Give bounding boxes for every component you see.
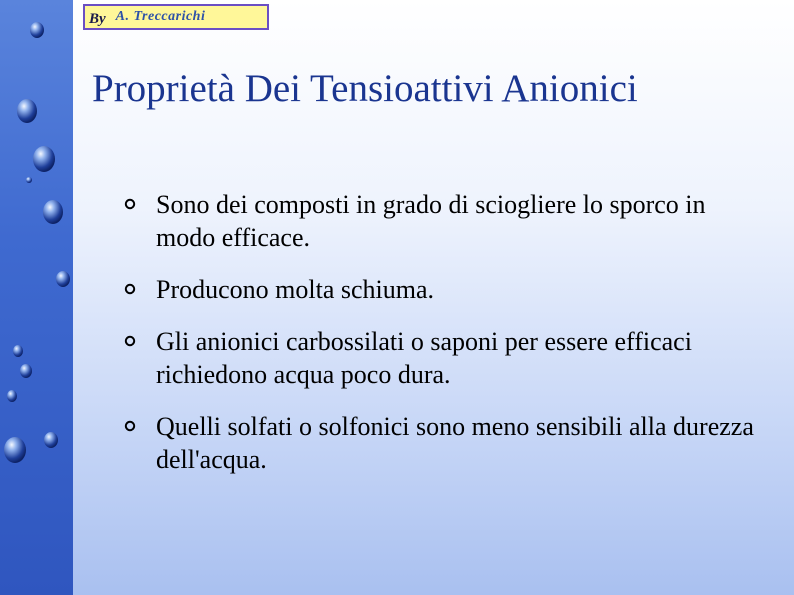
circle-bullet-icon bbox=[124, 335, 136, 347]
bullet-list bbox=[124, 188, 764, 495]
circle-bullet-icon bbox=[124, 420, 136, 432]
bullet-item bbox=[124, 188, 764, 254]
author-box bbox=[83, 4, 269, 30]
bubble bbox=[56, 271, 70, 287]
bullet-text: Gli anionici carbossilati o saponi per essere efficaci richiedono acqua poco dura. bbox=[156, 327, 692, 389]
bullet-item bbox=[124, 325, 764, 391]
author-by-label: By bbox=[89, 10, 106, 27]
bubble bbox=[17, 99, 37, 123]
bullet-text: Sono dei composti in grado di sciogliere lo sporco in modo efficace. bbox=[156, 190, 706, 252]
author-name: A. Treccarichi bbox=[115, 9, 206, 24]
bullet-item bbox=[124, 410, 764, 476]
bubble bbox=[30, 22, 44, 38]
bubble bbox=[33, 146, 55, 172]
bullet-text: Quelli solfati o solfonici sono meno sensibili alla durezza dell'acqua. bbox=[156, 412, 754, 474]
bullet-item bbox=[124, 273, 764, 306]
bubble bbox=[43, 200, 63, 224]
circle-bullet-icon bbox=[124, 283, 136, 295]
bubble bbox=[13, 345, 23, 357]
slide-title: Proprietà Dei Tensioattivi Anionici bbox=[92, 67, 638, 110]
bubble-decoration bbox=[0, 0, 73, 595]
bubble bbox=[26, 177, 32, 183]
bubble bbox=[20, 364, 32, 378]
bullet-text: Producono molta schiuma. bbox=[156, 275, 435, 304]
bubble bbox=[7, 390, 17, 402]
bubble bbox=[4, 437, 26, 463]
circle-bullet-icon bbox=[124, 198, 136, 210]
bubble bbox=[44, 432, 58, 448]
